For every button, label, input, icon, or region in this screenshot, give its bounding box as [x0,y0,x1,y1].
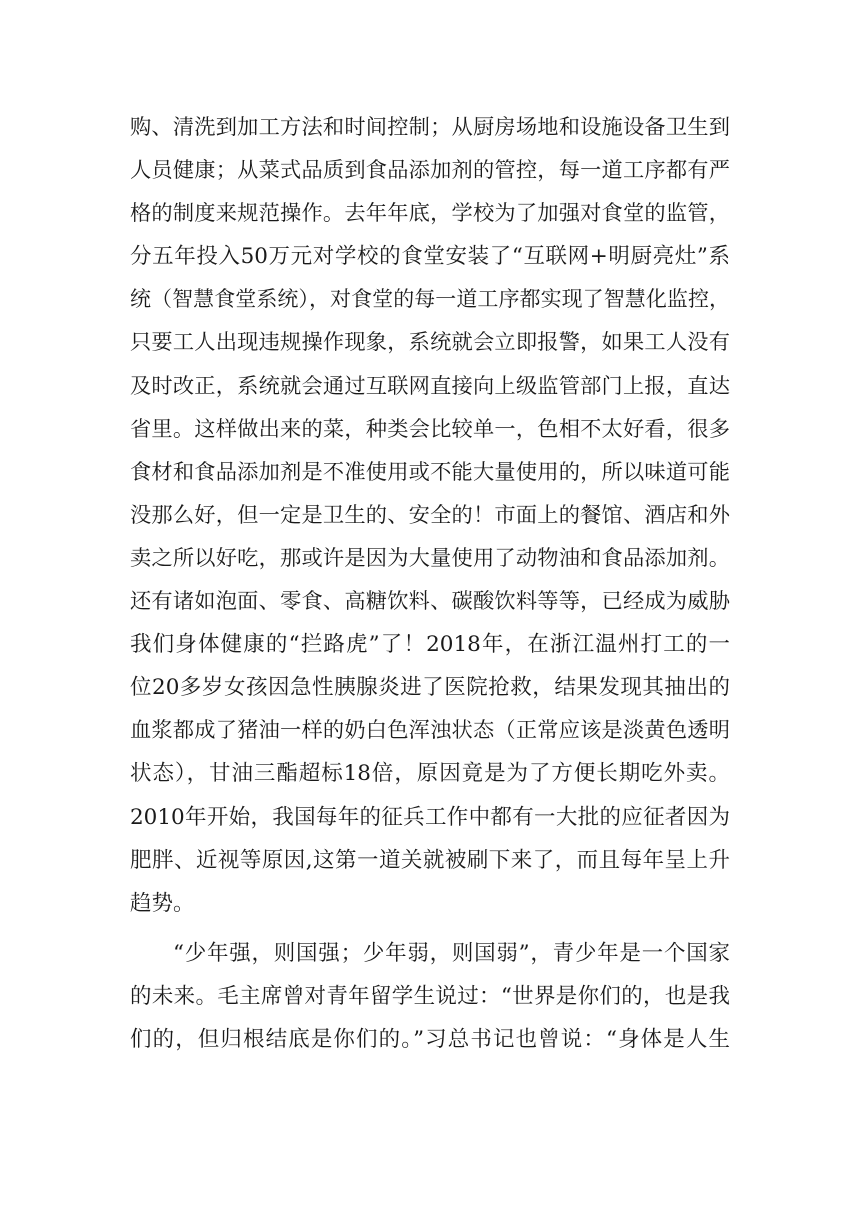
text-line: “少年强，则国强；少年弱，则国弱”，青少年是一个国家 [173,940,730,966]
text-line: 食材和食品添加剂是不准使用或不能大量使用的，所以味道可能 [130,459,730,485]
text-line: 血浆都成了猪油一样的奶白色浑浊状态（正常应该是淡黄色透明 [130,718,730,744]
text-line: 只要工人出现违规操作现象，系统就会立即报警，如果工人没有 [130,330,730,356]
paragraph-2 [130,932,730,1061]
text-line: 统（智慧食堂系统），对食堂的每一道工序都实现了智慧化监控， [130,287,730,312]
paragraph-gap [130,925,730,932]
text-line: 我们身体健康的“拦路虎”了！2018年，在浙江温州打工的一 [130,632,730,658]
text-line: 分五年投入50万元对学校的食堂安装了“互联网+明厨亮灶”系 [130,244,730,270]
text-line: 及时改正，系统就会通过互联网直接向上级监管部门上报，直达 [130,373,730,399]
text-line: 们的，但归根结底是你们的。”习总书记也曾说：“身体是人生 [130,1026,730,1052]
document-body [130,106,730,1061]
text-line: 2010年开始，我国每年的征兵工作中都有一大批的应征者因为 [130,804,730,830]
text-line: 没那么好，但一定是卫生的、安全的！市面上的餐馆、酒店和外 [130,502,730,528]
paragraph-1 [130,106,730,925]
text-line: 人员健康；从菜式品质到食品添加剂的管控，每一道工序都有严 [130,158,730,184]
text-line: 状态），甘油三酯超标18倍，原因竟是为了方便长期吃外卖。 [130,761,730,787]
text-line: 省里。这样做出来的菜，种类会比较单一，色相不太好看，很多 [130,416,730,442]
text-line: 趋势。 [130,890,195,916]
text-line: 位20多岁女孩因急性胰腺炎进了医院抢救，结果发现其抽出的 [130,675,730,701]
text-line: 格的制度来规范操作。去年年底，学校为了加强对食堂的监管， [130,201,730,227]
text-line: 购、清洗到加工方法和时间控制；从厨房场地和设施设备卫生到 [130,115,730,140]
text-line: 卖之所以好吃，那或许是因为大量使用了动物油和食品添加剂。 [130,545,730,571]
text-line: 的未来。毛主席曾对青年留学生说过：“世界是你们的，也是我 [130,983,730,1009]
text-line: 还有诸如泡面、零食、高糖饮料、碳酸饮料等等，已经成为威胁 [130,589,730,615]
text-line: 肥胖、近视等原因,这第一道关就被刷下来了，而且每年呈上升 [130,847,730,873]
